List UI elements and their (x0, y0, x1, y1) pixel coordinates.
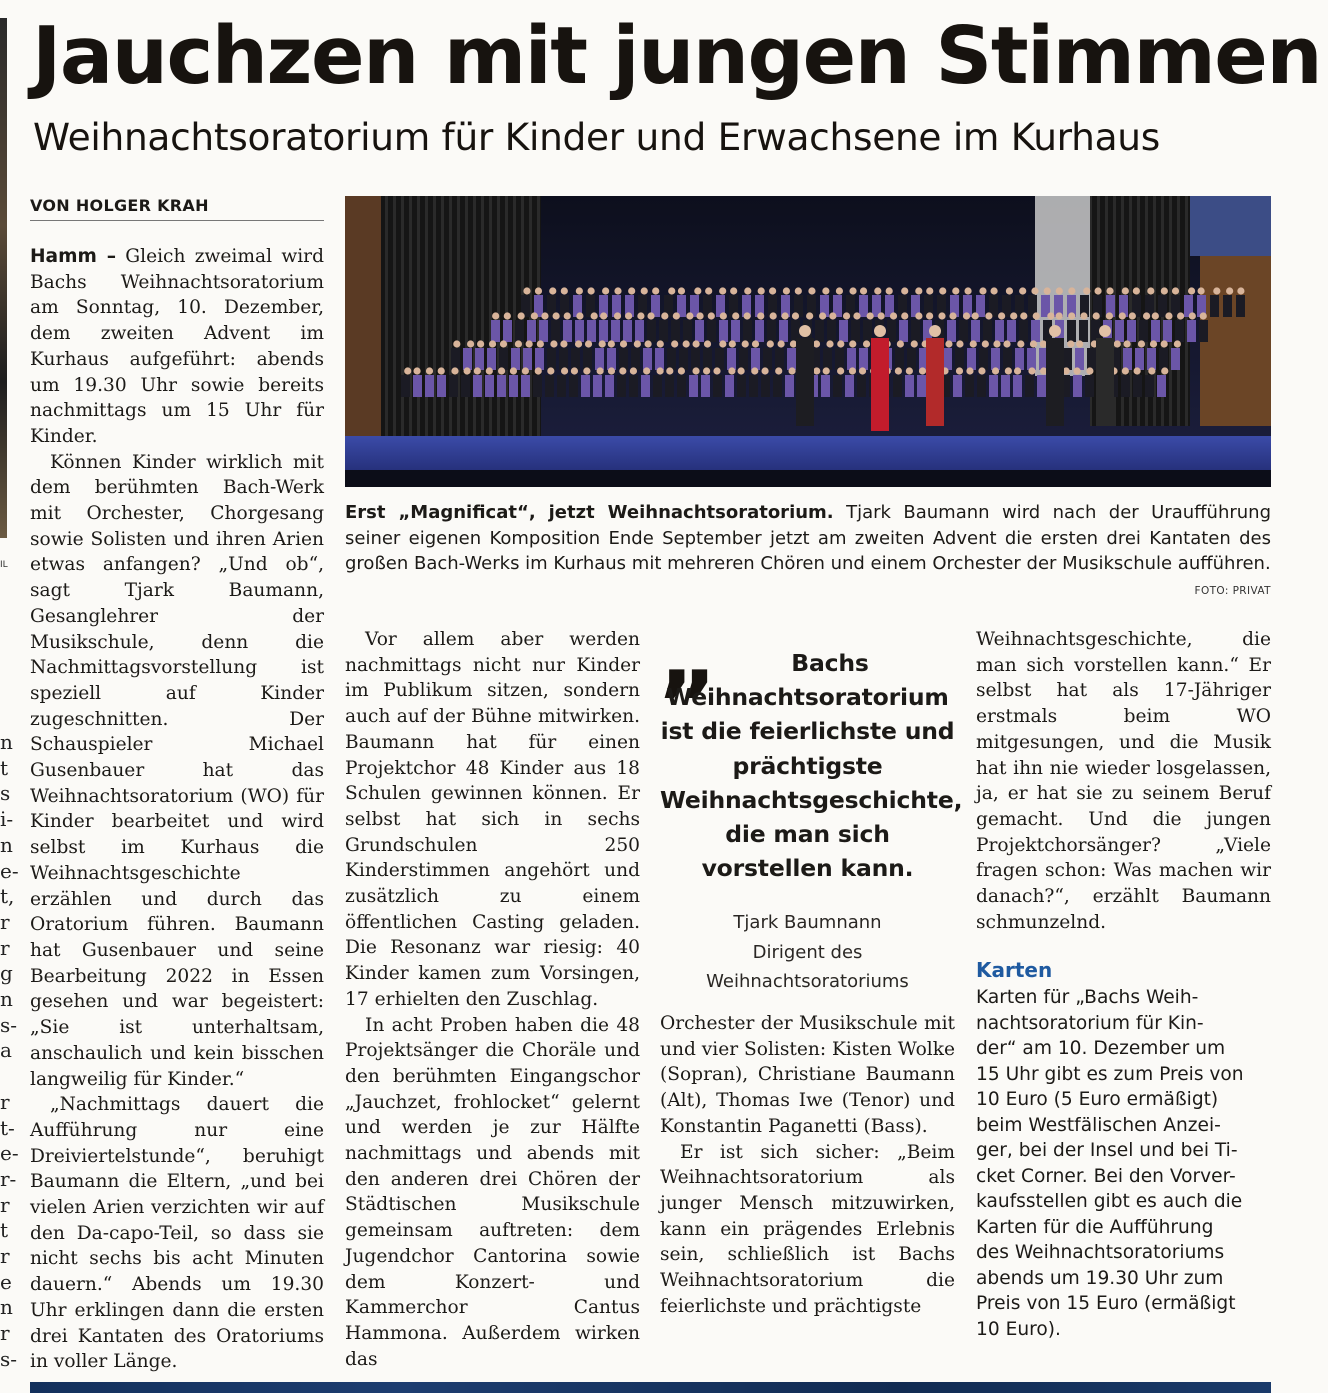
neighbour-letter: t (0, 755, 9, 780)
neighbour-photo-edge (0, 18, 7, 538)
paragraph: „Nachmittags dauert die Aufführung nur eine Dreiviertelstunde“, beruhigt Baumann die Eltern, „und bei vielen Arien verzichten wir auf den Da-capo-Teil, so dass sie nicht sechs bis acht Minuten dauern.“ Abends um 19.30 Uhr erklingen dann die ersten drei Kantaten des Oratoriums in voller Länge. (30, 1094, 324, 1373)
neighbour-letter: a (0, 1038, 12, 1063)
soloist (926, 325, 944, 426)
neighbour-letter: e- (0, 858, 19, 883)
neighbour-letter: r (0, 935, 10, 960)
choir-singer (485, 367, 494, 397)
neighbour-letter: i- (0, 807, 14, 832)
quote-role: Dirigent des (752, 941, 863, 963)
neighbour-letter: g (0, 961, 13, 986)
neighbour-letter: r (0, 1244, 10, 1269)
byline: VON HOLGER KRAH (30, 196, 209, 215)
photo-caption (345, 500, 1271, 577)
concert-photo-illustration (345, 196, 1271, 487)
paragraph: Orchester der Musikschule mit und vier Solisten: Kisten Wolke (Sopran), Christiane Baumann (Alt), Thomas Iwe (Tenor) und Konstantin Paganetti (Bass). (660, 1013, 956, 1137)
info-box-line: Preis von 15 Euro (ermäßigt (976, 1293, 1236, 1314)
neighbour-letter: s- (0, 1012, 18, 1037)
choir-singer (791, 312, 800, 342)
choir-singer (1121, 367, 1130, 397)
caption-text: Tjark Baumann wird nach der Uraufführung seiner eigenen Komposition Ende September jetzt am zweiten Advent die ersten drei Kantaten des großen Bach-Werks im Kurhaus mit mehreren Chören und einem Orchester der Musikschule aufführen. (345, 502, 1271, 574)
info-box-line: 10 Euro (5 Euro ermäßigt) (976, 1089, 1219, 1110)
choir-singer (425, 367, 434, 397)
quote-author: Tjark Baumnann (733, 912, 882, 933)
choir-singer (497, 367, 506, 397)
choir-singer (599, 312, 608, 342)
neighbour-letter: r (0, 909, 10, 934)
choir-singer (707, 312, 716, 342)
choir-singer (1019, 312, 1028, 342)
choir-singer (1013, 367, 1022, 397)
neighbour-letter: r (0, 1321, 10, 1346)
soloist (796, 325, 814, 426)
choir-singer (971, 312, 980, 342)
info-box-text (976, 985, 1271, 1342)
neighbour-credit-fragment: IL (0, 560, 8, 570)
paragraph (30, 244, 324, 450)
choir-singer (499, 340, 508, 370)
quote-attribution (660, 908, 955, 997)
choir-singer (607, 340, 616, 370)
byline-rule (30, 220, 324, 221)
info-box-line: des Weihnachtsoratoriums (976, 1242, 1225, 1263)
neighbour-letter: s (0, 781, 11, 806)
choir-singer (651, 287, 660, 317)
choir-singer (629, 367, 638, 397)
choir-singer (677, 367, 686, 397)
choir-singer (1171, 287, 1180, 317)
info-box-line: abends um 19.30 Uhr zum (976, 1267, 1224, 1289)
neighbour-letter: n (0, 987, 13, 1012)
info-box-heading: Karten (976, 958, 1053, 982)
choir-singer (703, 340, 712, 370)
neighbour-letter: n (0, 1295, 13, 1320)
caption-lead: Erst „Magnificat“, jetzt Weihnachtsoratorium. (345, 502, 834, 523)
info-box-line: cket Corner. Bei den Vorver- (976, 1165, 1236, 1187)
choir-singer (677, 287, 686, 317)
choir-singer (751, 340, 760, 370)
paragraph-text: Gleich zweimal wird Bachs Weihnachtsoratorium am Sonntag, 10. Dezember, dem zweiten Advent im Kurhaus aufgeführt: abends um 19.30 Uhr sowie bereits nachmittags um 15 Uhr für Kinder. (30, 246, 324, 447)
choir-singer (1199, 312, 1208, 342)
choir-singer (1067, 312, 1076, 342)
pull-quote-first: Bachs (791, 649, 869, 677)
photo-credit: FOTO: PRIVAT (1194, 585, 1271, 597)
choir-singer (503, 312, 512, 342)
choir-singer (1075, 340, 1084, 370)
neighbour-letter: r- (0, 1166, 17, 1191)
neighbour-letter: e- (0, 1141, 19, 1166)
article-column-2 (345, 627, 640, 1372)
neighbour-letter (0, 1064, 14, 1090)
paragraph: Weihnachtsgeschichte, die man sich vorstellen kann.“ Er selbst hat als 17-Jähriger erstmals beim WO mitgesungen, und die Musik hat ihn nie wieder losgelassen, ja, er hat sie zu seinem Beruf gemacht. Und die jungen Projektchorsänger? „Viele fragen schon: Was machen wir danach?“, erzählt Baumann schmunzelnd. (976, 629, 1271, 933)
quote-role: Weihnachtsoratoriums (706, 971, 909, 992)
choir-singer (905, 367, 914, 397)
choir-singer (731, 312, 740, 342)
choir-singer (491, 312, 500, 342)
neighbour-text-fragment (0, 730, 19, 1373)
soloist (871, 325, 889, 431)
neighbour-letter: n (0, 832, 13, 857)
info-box-line: nachtsoratorium für Kin- (976, 1012, 1204, 1034)
paragraph: In acht Proben haben die 48 Projektsänger die Choräle und den berühmten Eingangschor „Jauchzet, frohlocket“ gelernt und werden je zur Hälfte nachmittags und abends mit den anderen drei Chören der Städtischen Musikschule gemeinsam auftreten: dem Jugendchor Cantorina sowie dem Konzert- und Kammerchor Cantus Hammona. Außerdem wirken das (345, 1014, 640, 1370)
choir-singer (665, 367, 674, 397)
paragraph: Können Kinder wirklich mit dem berühmten Bach-Werk mit Orchester, Chorgesang sowie Solisten und ihren Arien etwas anfangen? „Und ob“, sagt Tjark Baumann, Gesanglehrer der Musikschule, denn die Nachmittagsvorstellung ist speziell auf Kinder zugeschnitten. Der Schauspieler Michael Gusenbauer hat das Weihnachtsoratorium (WO) für Kinder bearbeitet und wird selbst im Kurhaus die Weihnachtsgeschichte erzählen und durch das Oratorium führen. Baumann hat Gusenbauer und seine Bearbeitung 2022 in Essen gesehen und war begeistert: „Sie ist unterhaltsam, anschaulich und kein bisschen langweilig für Kinder.“ (30, 451, 324, 1090)
dateline: Hamm – (30, 246, 116, 267)
subheadline: Weihnachtsoratorium für Kinder und Erwachsene im Kurhaus (33, 115, 1160, 159)
pull-quote (660, 646, 963, 885)
neighbour-letter: n (0, 730, 13, 754)
info-box-line: Karten für die Aufführung (976, 1216, 1214, 1238)
article-column-1 (30, 244, 324, 1375)
choir-singer (619, 340, 628, 370)
info-box-line: kaufsstellen gibt es auch die (976, 1191, 1243, 1212)
info-box-line: 10 Euro). (976, 1318, 1061, 1340)
headline: Jauchzen mit jungen Stimmen (32, 10, 1322, 102)
choir-singer (859, 287, 868, 317)
neighbour-letter: t- (0, 1115, 15, 1140)
info-box-line: beim Westfälischen Anzei- (976, 1114, 1221, 1136)
choir-singer (521, 367, 530, 397)
soloist (1046, 325, 1064, 426)
paragraph: Vor allem aber werden nachmittags nicht nur Kinder im Publikum sitzen, sondern auch auf der Bühne mitwirken. Baumann hat für einen Projektchor 48 Kinder aus 18 Schulen gewinnen können. Er selbst hat sich in sechs Grundschulen 250 Kinderstimmen angehört und zusätzlich zu einem öffentlichen Casting geladen. Die Resonanz war riesig: 40 Kinder kamen zum Vorsingen, 17 erhielten den Zuschlag. (345, 629, 640, 1010)
choir-singer (473, 367, 482, 397)
neighbour-letter: r (0, 1089, 10, 1114)
quote-mark-icon: „ (658, 602, 719, 709)
neighbour-letter: t, (0, 884, 15, 909)
neighbour-letter: r (0, 1192, 10, 1217)
choir-singer (1151, 312, 1160, 342)
info-box-line: der“ am 10. Dezember um (976, 1038, 1226, 1059)
neighbour-letter: t (0, 1218, 9, 1243)
concert-photo (345, 196, 1271, 487)
next-article-strip (30, 1382, 1271, 1393)
pull-quote-rest: Weihnachtsoratorium ist die feierlichste und prächtigste Weihnachtsgeschichte, die man sich vorstellen kann. (660, 683, 963, 883)
choir-singer (563, 312, 572, 342)
article-column-3 (660, 1011, 955, 1319)
info-box-line: Karten für „Bachs Weih- (976, 987, 1199, 1008)
choir-singer (509, 367, 518, 397)
soloist (1096, 325, 1114, 426)
neighbour-letter: s- (0, 1346, 18, 1371)
info-box-line: ger, bei der Insel und bei Ti- (976, 1140, 1238, 1161)
choir-singer (437, 367, 446, 397)
article-column-4 (976, 627, 1271, 935)
choir-singer (719, 312, 728, 342)
neighbour-letter: e (0, 1269, 12, 1294)
paragraph: Er ist sich sicher: „Beim Weihnachtsoratorium als junger Mensch mitzuwirken, kann ein prägendes Erlebnis sein, schließlich ist Bachs Weihnachtsoratorium die feierlichste und prächtigste (660, 1141, 955, 1317)
info-box-line: 15 Uhr gibt es zum Preis von (976, 1063, 1244, 1085)
